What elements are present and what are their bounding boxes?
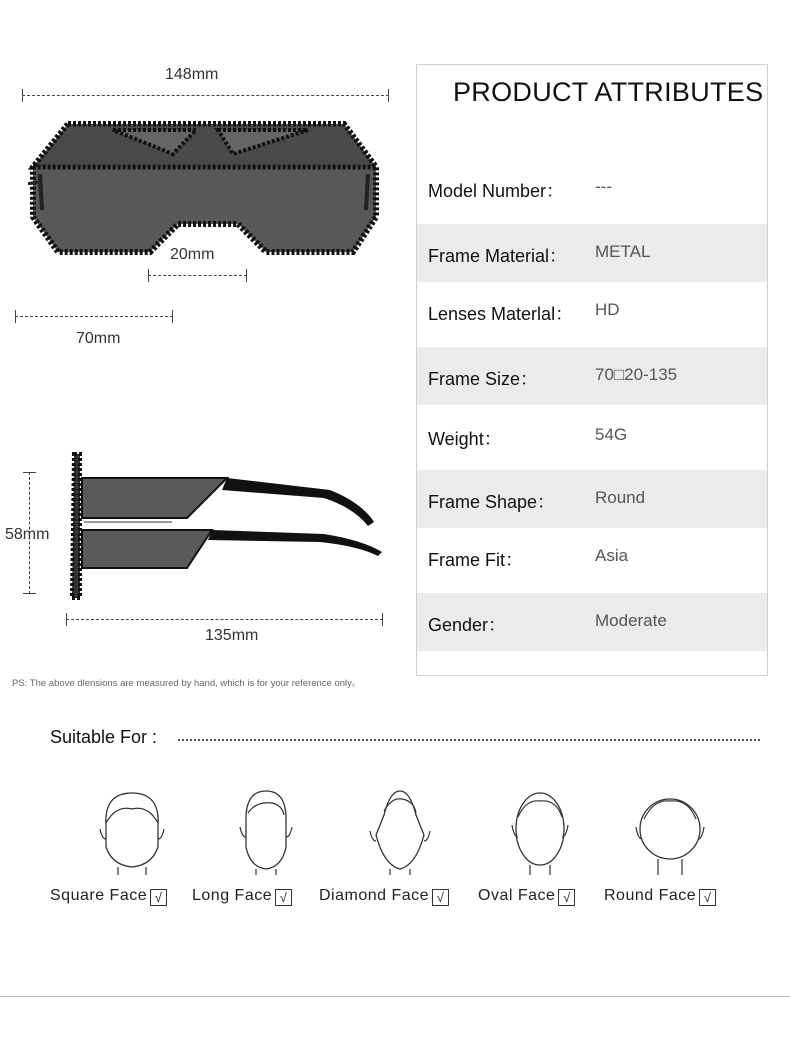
- bottom-divider: [0, 996, 790, 997]
- face-label-text: Square Face: [50, 887, 148, 904]
- attributes-title: PRODUCT ATTRIBUTES: [453, 77, 764, 107]
- glasses-front-image: [28, 112, 384, 262]
- attribute-row: [417, 347, 767, 405]
- attribute-value: Round: [595, 488, 646, 507]
- width-dimension-label: 148mm: [165, 66, 219, 83]
- attribute-key: Frame Size：: [428, 369, 539, 389]
- suitable-for-title: Suitable For :: [50, 727, 158, 747]
- dotted-divider: [178, 739, 760, 741]
- oval-face-icon: [500, 785, 580, 875]
- check-icon: √: [150, 889, 167, 906]
- diamond-face-icon: [360, 785, 440, 875]
- bridge-dimension-line: [148, 275, 247, 276]
- attribute-value: HD: [595, 300, 620, 319]
- attribute-value: Asia: [595, 546, 629, 565]
- attribute-value: METAL: [595, 242, 651, 261]
- temple-dimension-line: [66, 619, 383, 620]
- round-face-icon: [630, 785, 710, 875]
- attribute-row: [417, 159, 767, 217]
- attribute-value: 54G: [595, 425, 628, 444]
- attribute-row: [417, 224, 767, 282]
- diamond-face-label: [319, 887, 449, 906]
- attribute-key: Weight：: [428, 429, 502, 449]
- attribute-row: [417, 407, 767, 465]
- check-icon: √: [275, 889, 292, 906]
- lens-dimension-label: 70mm: [76, 330, 121, 347]
- attribute-row: [417, 470, 767, 528]
- attribute-row: [417, 282, 767, 340]
- face-label-text: Round Face: [604, 887, 697, 904]
- round-face-label: [604, 887, 716, 906]
- height-dimension-label: 58mm: [5, 526, 50, 543]
- attribute-key: Model Number：: [428, 181, 565, 201]
- attribute-row: [417, 593, 767, 651]
- face-label-text: Long Face: [192, 887, 273, 904]
- bridge-dimension-label: 20mm: [170, 246, 215, 263]
- product-attributes-panel: [416, 64, 768, 676]
- glasses-side-image: [62, 448, 386, 608]
- attribute-value: Moderate: [595, 611, 667, 630]
- square-face-label: [50, 887, 167, 906]
- temple-dimension-label: 135mm: [205, 627, 259, 644]
- long-face-icon: [226, 785, 306, 875]
- attribute-row: [417, 528, 767, 586]
- attribute-key: Frame Material：: [428, 246, 568, 266]
- attribute-key: Lenses Materlal：: [428, 304, 574, 324]
- square-face-icon: [92, 785, 172, 875]
- check-icon: √: [432, 889, 449, 906]
- width-dimension-line: [22, 95, 389, 96]
- measurement-note: PS: The above dlensions are measured by hand, which is for your reference only。: [12, 678, 362, 689]
- check-icon: √: [699, 889, 716, 906]
- oval-face-label: [478, 887, 575, 906]
- lens-dimension-line: [15, 316, 173, 317]
- attribute-value: 70□20-135: [595, 365, 678, 384]
- attribute-value: ---: [595, 177, 612, 196]
- attribute-key: Gender：: [428, 615, 507, 635]
- check-icon: √: [558, 889, 575, 906]
- face-label-text: Oval Face: [478, 887, 556, 904]
- attribute-key: Frame Shape：: [428, 492, 556, 512]
- face-label-text: Diamond Face: [319, 887, 430, 904]
- long-face-label: [192, 887, 292, 906]
- attribute-key: Frame Fit：: [428, 550, 524, 570]
